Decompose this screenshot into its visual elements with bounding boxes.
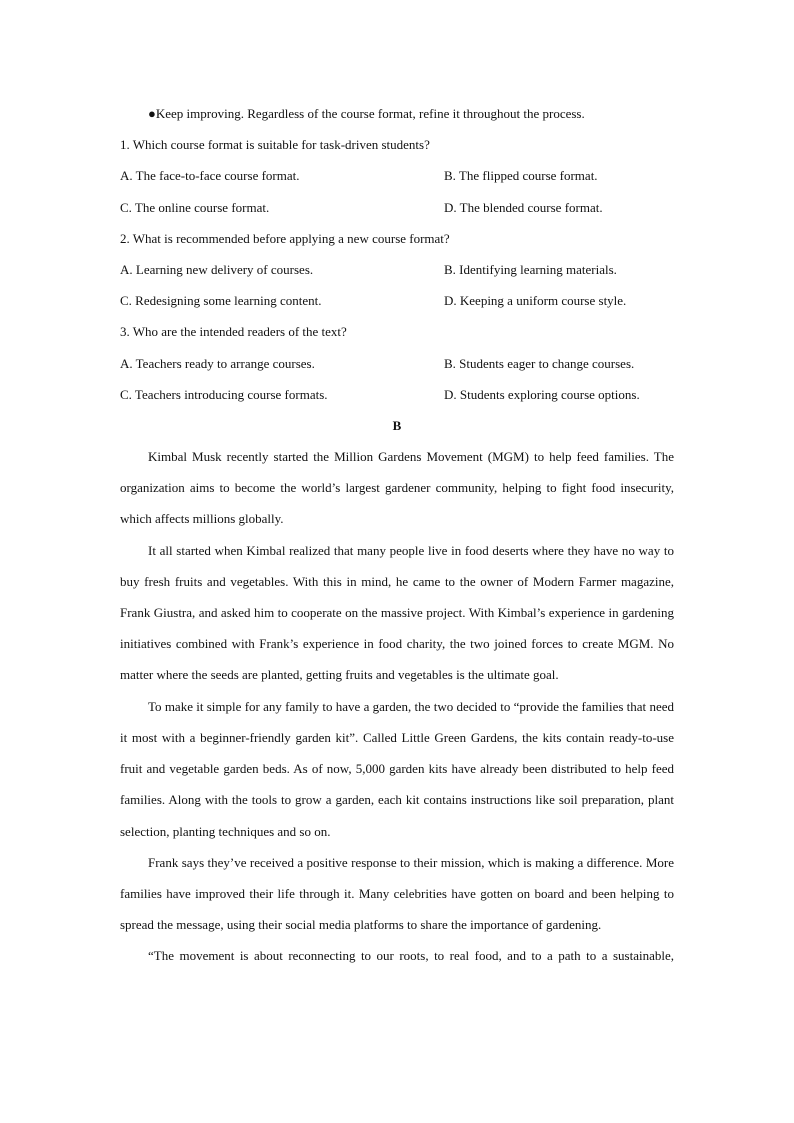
option-row	[120, 285, 674, 316]
question-stem: 1. Which course format is suitable for task-driven students?	[120, 137, 430, 153]
option-row	[120, 348, 674, 379]
section-heading: B	[392, 417, 402, 433]
body-paragraph: It all started when Kimbal realized that many people live in food deserts where they have no way to buy fresh fruits and vegetables. With this in mind, he came to the owner of Modern Farmer magazine, Frank Giustra, and asked him to cooperate on the massive project. With Kimbal’s experience in gardening initiatives combined with Frank’s experience in food charity, the two joined forces to create MGM. No matter where the seeds are planted, getting fruits and vegetables is the ultimate goal.	[120, 542, 674, 683]
option-c: C. Teachers introducing course formats.	[120, 386, 328, 402]
option-a: A. Learning new delivery of courses.	[120, 261, 314, 277]
option-c: C. Redesigning some learning content.	[120, 293, 322, 309]
body-paragraph-continued: “The movement is about reconnecting to our roots, to real food, and to a path to a sustainable,	[148, 948, 674, 964]
option-a: A. Teachers ready to arrange courses.	[120, 355, 315, 371]
question-stem: 2. What is recommended before applying a new course format?	[120, 230, 450, 246]
option-row	[120, 254, 674, 285]
body-paragraph: Frank says they’ve received a positive response to their mission, which is making a difference. More families have improved their life through it. Many celebrities have gotten on board and been helping to spread the message, using their social media platforms to share the importance of gardening.	[120, 854, 674, 933]
option-a: A. The face-to-face course format.	[120, 168, 300, 184]
option-b: B. The flipped course format.	[444, 168, 598, 184]
question-stem: 3. Who are the intended readers of the text?	[120, 324, 347, 340]
document-page	[120, 98, 674, 972]
option-row	[120, 379, 674, 410]
option-row	[120, 192, 674, 223]
option-d: D. Students exploring course options.	[444, 386, 640, 402]
option-b: B. Identifying learning materials.	[444, 261, 617, 277]
option-d: D. Keeping a uniform course style.	[444, 293, 627, 309]
body-paragraph: To make it simple for any family to have a garden, the two decided to “provide the families that need it most with a beginner-friendly garden kit”. Called Little Green Gardens, the kits contain ready-to-use fruit and vegetable garden beds. As of now, 5,000 garden kits have already been distributed to help feed families. Along with the tools to grow a garden, each kit contains instructions like soil preparation, plant selection, planting techniques and so on.	[120, 698, 674, 839]
option-b: B. Students eager to change courses.	[444, 355, 635, 371]
option-d: D. The blended course format.	[444, 199, 603, 215]
option-c: C. The online course format.	[120, 199, 270, 215]
tip-line: ●Keep improving. Regardless of the course format, refine it throughout the process.	[148, 106, 585, 121]
body-paragraph: Kimbal Musk recently started the Million Gardens Movement (MGM) to help feed families. The organization aims to become the world’s largest gardener community, helping to fight food insecurity, which affects millions globally.	[120, 449, 674, 527]
option-row	[120, 160, 674, 191]
